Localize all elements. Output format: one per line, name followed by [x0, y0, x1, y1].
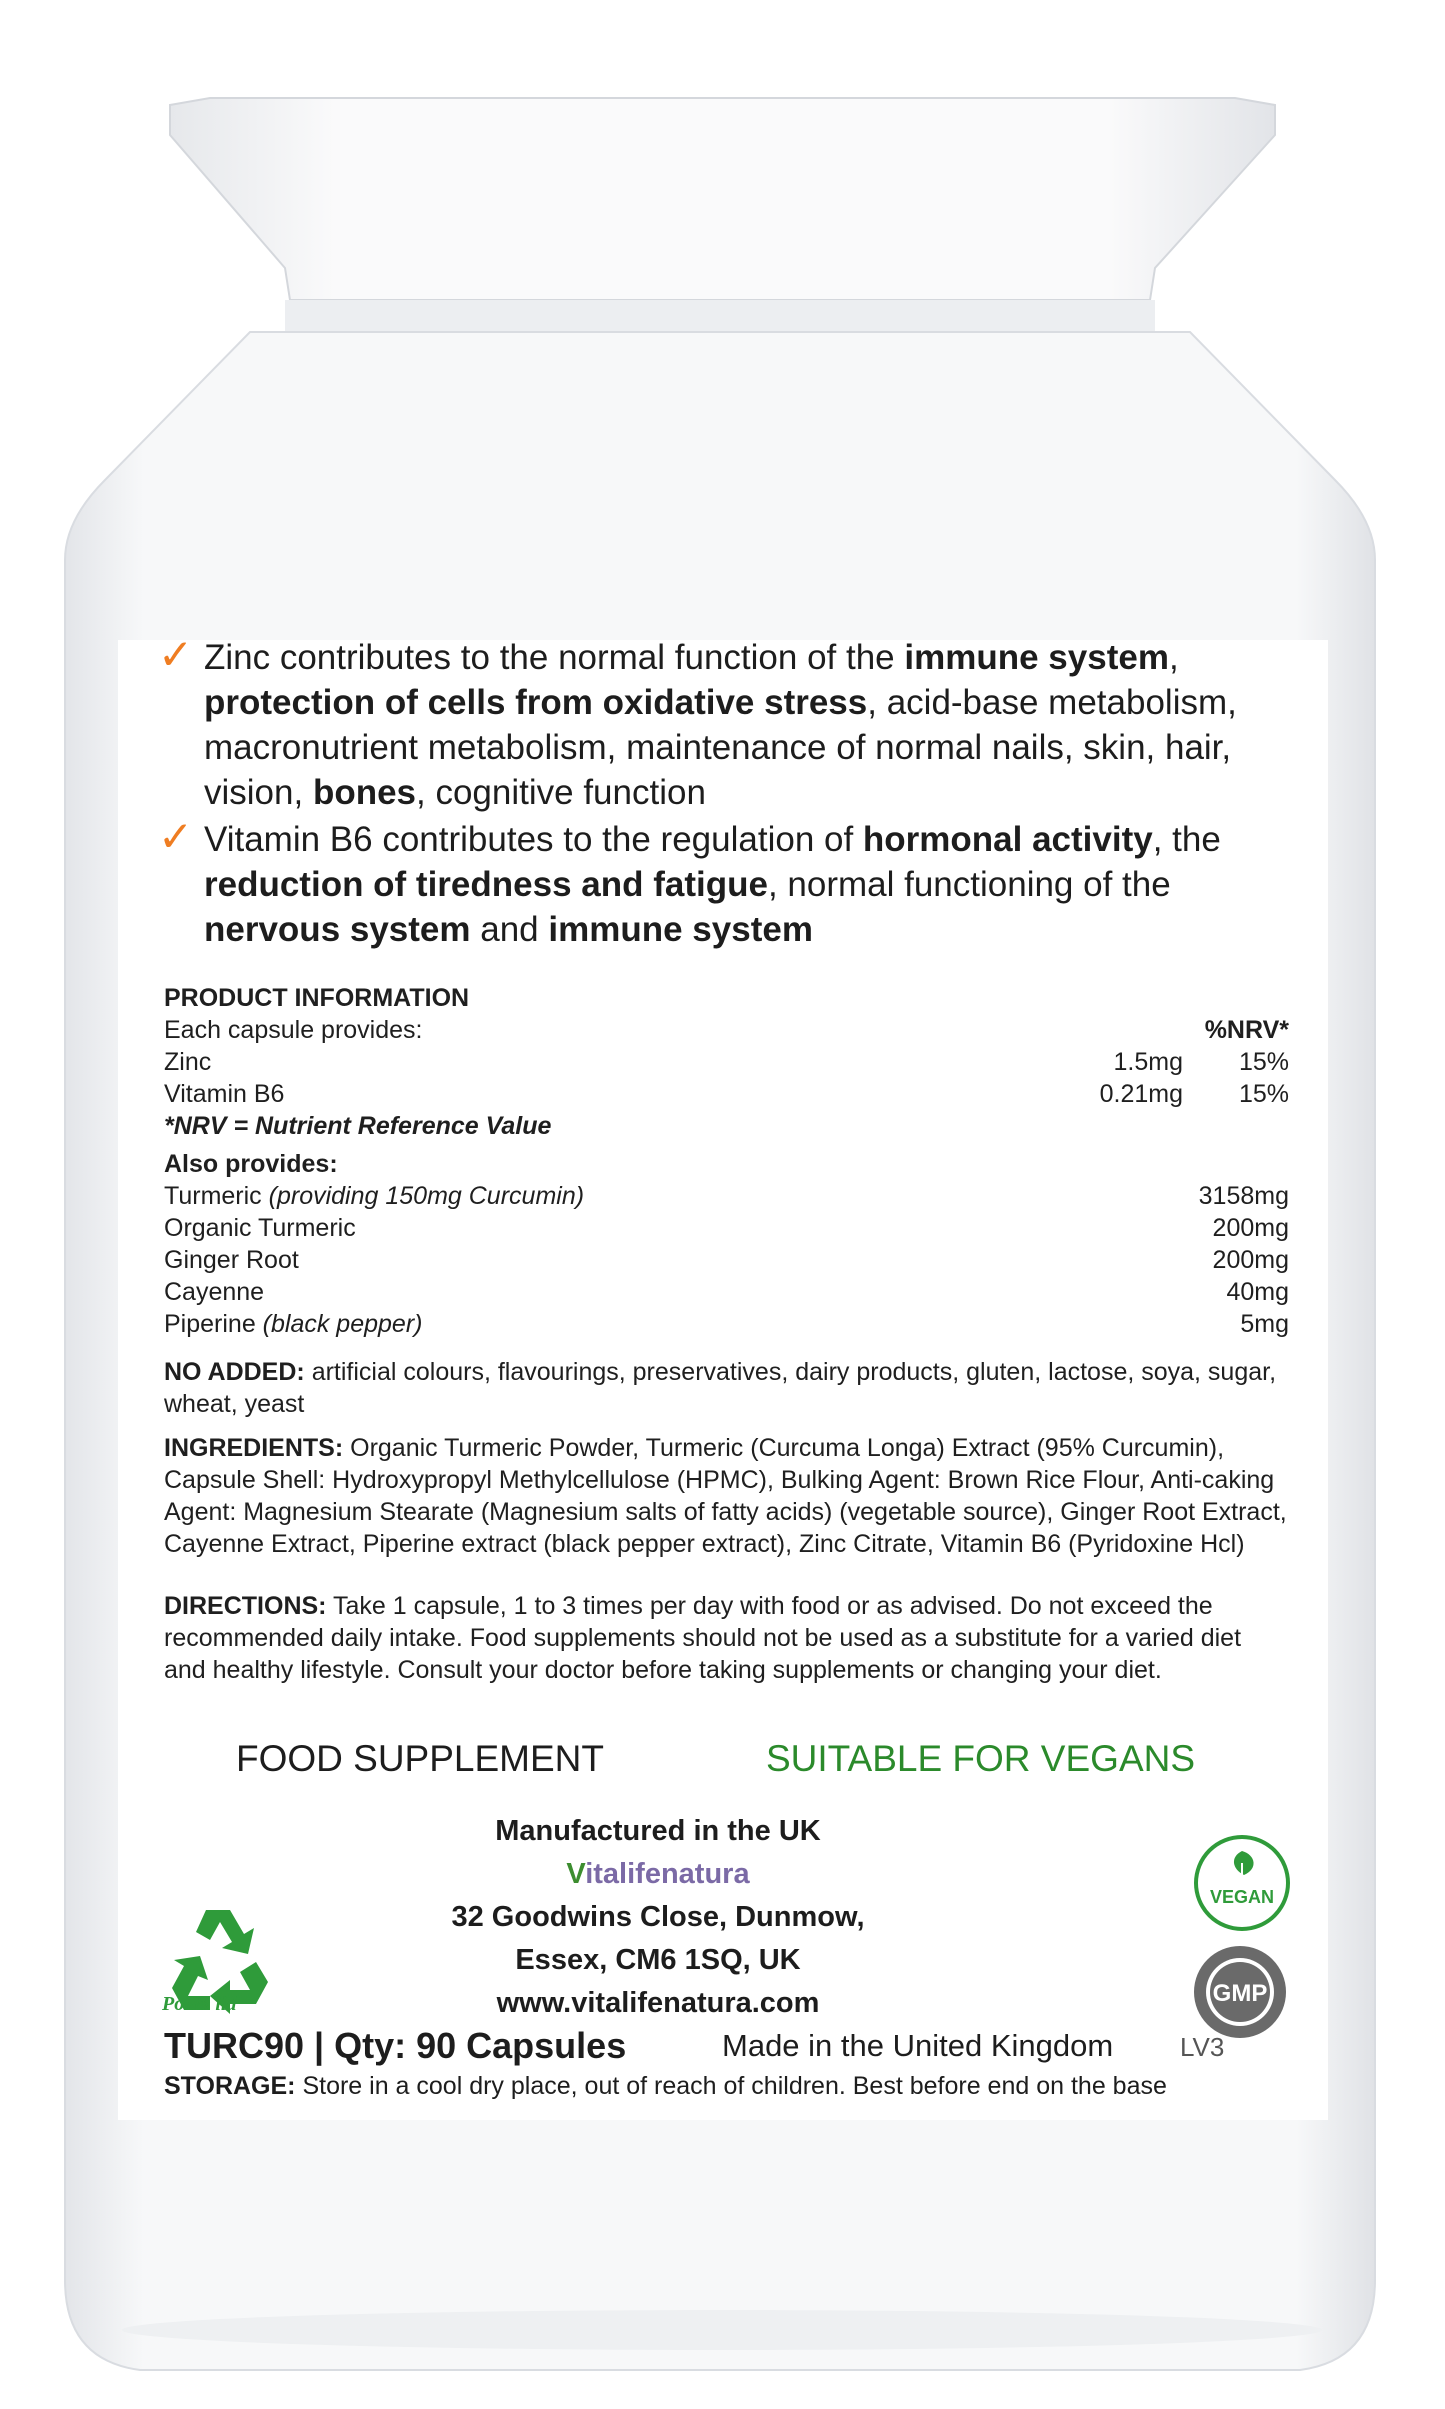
each-capsule-row: Each capsule provides: %NRV* [164, 1016, 1289, 1044]
bottle-cap [170, 98, 1275, 300]
nrv-note: *NRV = Nutrient Reference Value [164, 1112, 552, 1140]
nutrient-row: Zinc 1.5mg 15% [164, 1048, 1289, 1076]
gmp-badge-icon [1190, 1942, 1290, 2042]
recycle-label: Pot & lid [162, 1993, 237, 2015]
product-label [118, 630, 1328, 2120]
suitable-for-vegans: SUITABLE FOR VEGANS [766, 1738, 1196, 1779]
also-provides [164, 1148, 1289, 1340]
website: www.vitalifenatura.com [496, 1987, 820, 2019]
manufacturer-block: Manufactured in the UK Vitalifenatura 32 Goodwins Close, Dunmow, Essex, CM6 1SQ, UK www.vitalifenatura.com [408, 1810, 908, 2025]
no-added: NO ADDED: artificial colours, flavourings, preservatives, dairy products, gluten, lactose, soya, sugar, wheat, yeast [164, 1358, 1277, 1418]
food-supplement: FOOD SUPPLEMENT [236, 1738, 604, 1779]
made-in: Made in the United Kingdom [722, 2028, 1114, 2063]
storage: STORAGE: Store in a cool dry place, out of reach of children. Best before end on the base [164, 2072, 1167, 2100]
version-code: LV3 [1180, 2032, 1225, 2062]
svg-text:VEGAN: VEGAN [1209, 1887, 1275, 1907]
svg-text:GMP: GMP [1212, 1980, 1268, 2007]
ingredient-row: Piperine (black pepper) 5mg [164, 1310, 1289, 1338]
ingredients: INGREDIENTS: Organic Turmeric Powder, Turmeric (Curcuma Longa) Extract (95% Curcumin), Capsule Shell: Hydroxypropyl Methylcellulose (HPMC), Bulking Agent: Brown Rice Flour, Anti-caking Agent: Magnesium Stearate (Magnesium salts of fatty acids) (vegetable source), Ginger Root Extract, Cayenne Extract, Piperine extract (black pepper extract), Zinc Citrate, Vitamin B6 (Pyridoxine Hcl) [164, 1434, 1287, 1558]
also-provides-title: Also provides: [164, 1150, 338, 1178]
product-info-title: PRODUCT INFORMATION [164, 984, 470, 1012]
benefit-zinc: ✓ Zinc contributes to the normal function of the immune system, protection of cells from oxidative stress, acid-base metabolism, macronutrient metabolism, maintenance of normal nails, skin, hair, vision, bones, cognitive function [158, 630, 1237, 812]
brand-name: Vitalifenatura [566, 1858, 750, 1890]
product-information [164, 982, 1289, 1142]
directions: DIRECTIONS: Take 1 capsule, 1 to 3 times per day with food or as advised. Do not exceed the recommended daily intake. Food supplements should not be used as a substitute for a varied diet and healthy lifestyle. Consult your doctor before taking supplements or changing your diet. [164, 1592, 1242, 1684]
nrv-header: %NRV* [1204, 1016, 1289, 1044]
vegan-badge-icon [1192, 1833, 1292, 1933]
ingredient-row: Organic Turmeric 200mg [164, 1214, 1289, 1242]
cap-band [285, 300, 1155, 332]
ingredient-row: Cayenne 40mg [164, 1278, 1289, 1306]
sku: TURC90 | Qty: 90 Capsules [164, 2025, 627, 2066]
checkmark-icon: ✓ [158, 630, 194, 679]
checkmark-icon: ✓ [158, 812, 194, 861]
benefit-b6: ✓ Vitamin B6 contributes to the regulation of hormonal activity, the reduction of tiredness and fatigue, normal functioning of the nervous system and immune system [158, 812, 1221, 949]
ingredient-row: Turmeric (providing 150mg Curcumin) 3158mg [164, 1182, 1289, 1210]
ingredient-row: Ginger Root 200mg [164, 1246, 1289, 1274]
nutrient-row: Vitamin B6 0.21mg 15% [164, 1080, 1289, 1108]
benefits-list [158, 630, 1308, 952]
